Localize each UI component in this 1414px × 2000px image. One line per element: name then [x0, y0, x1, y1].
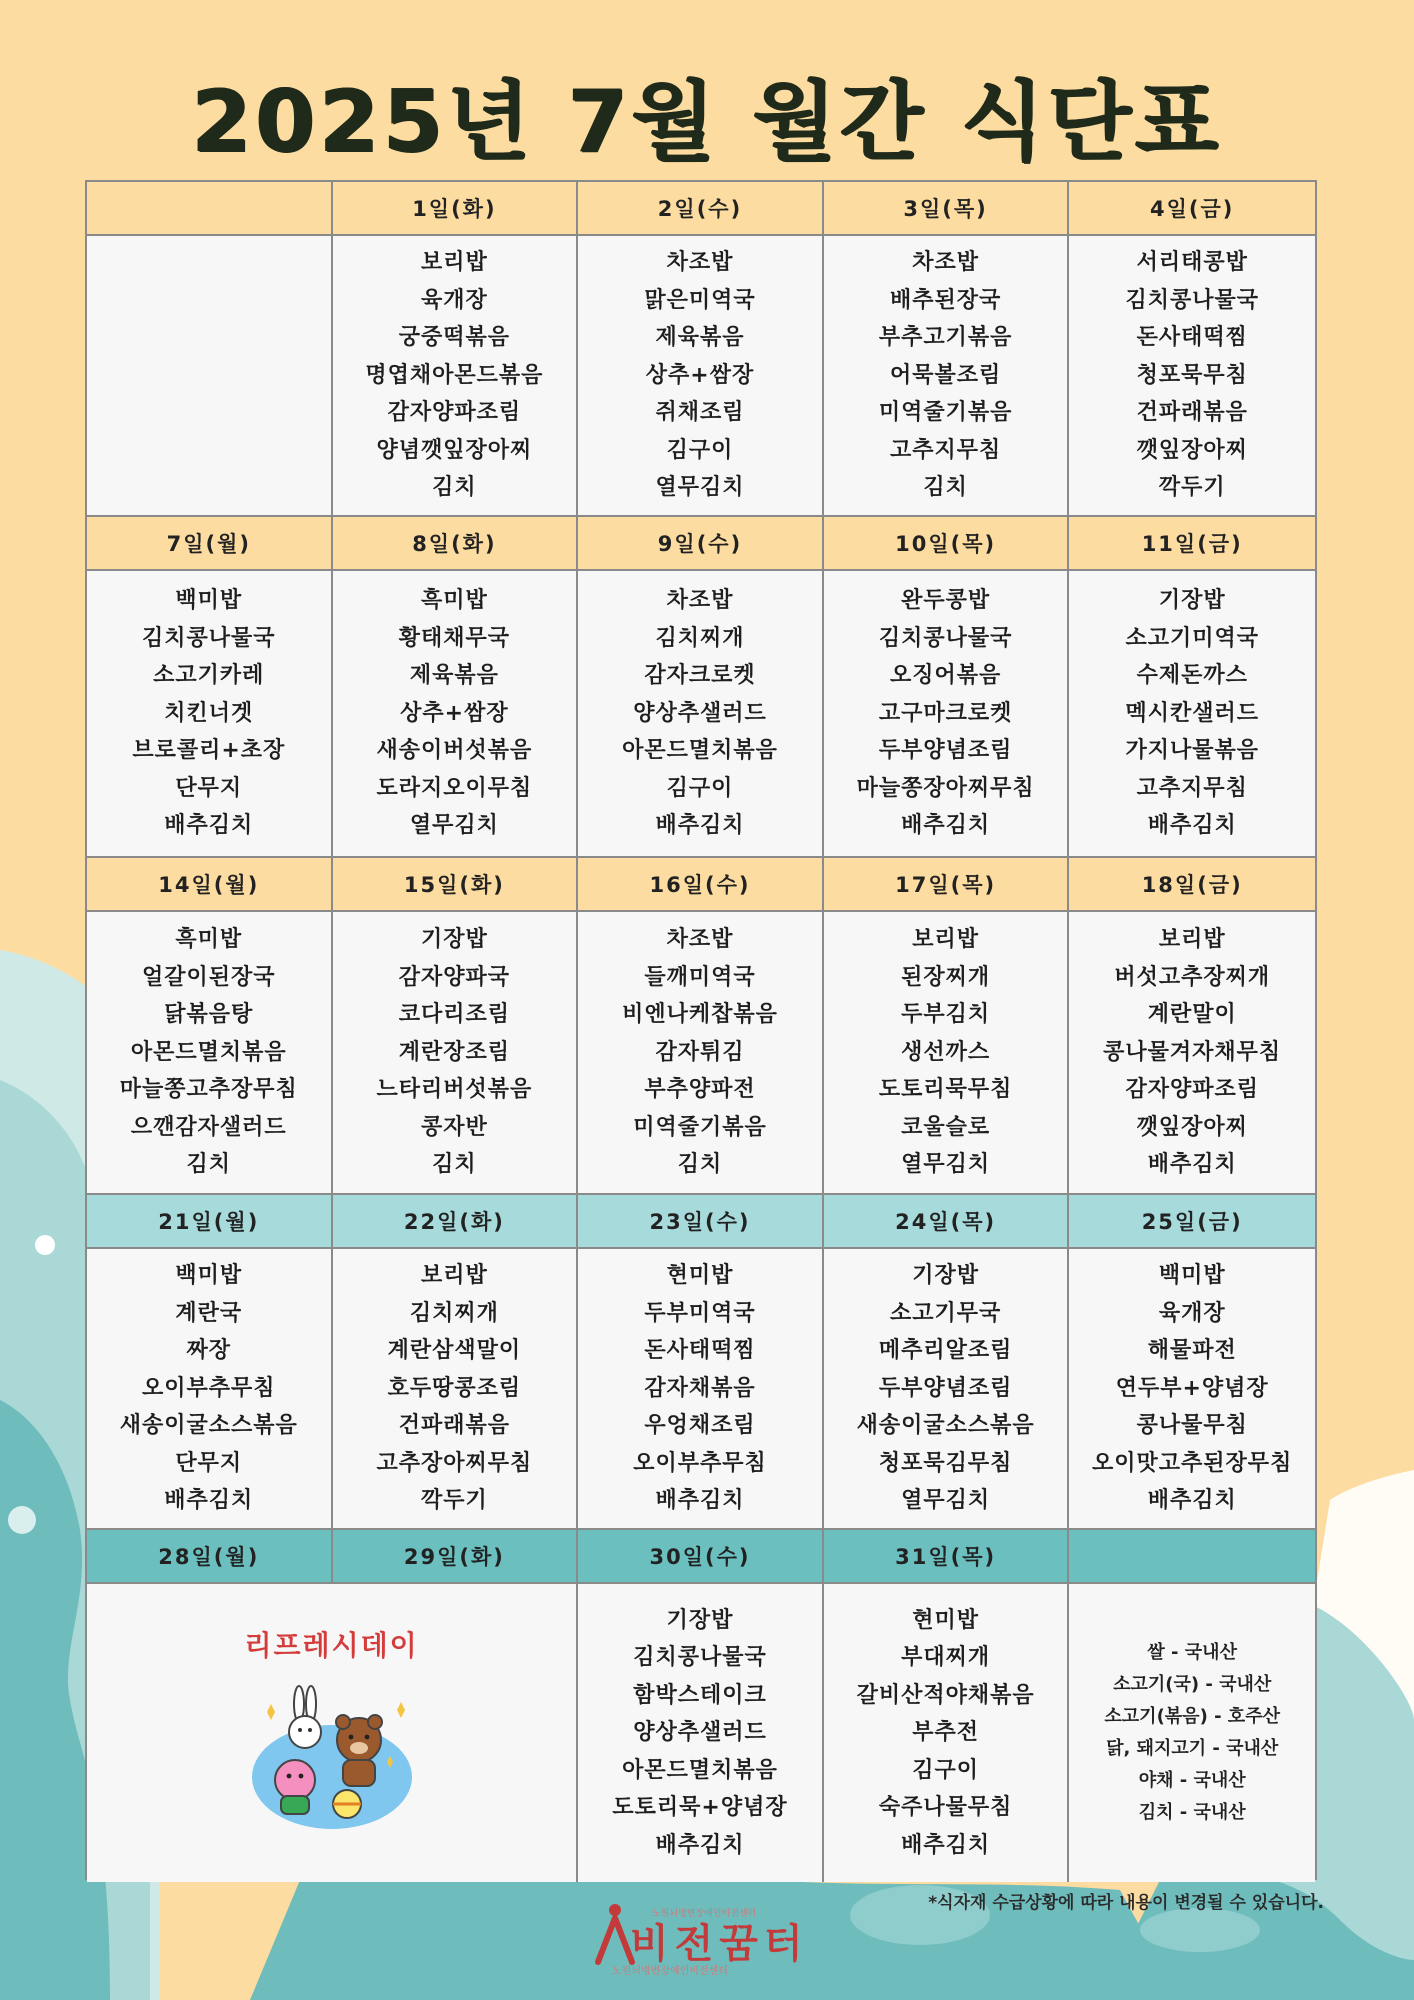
menu-item: 계란장조림 — [398, 1039, 511, 1065]
menu-cell — [333, 571, 579, 858]
day-header: 25일(금) — [1069, 1195, 1315, 1249]
refresh-day-cell — [87, 1584, 578, 1882]
menu-item: 배추김치 — [1147, 813, 1237, 839]
menu-item: 코다리조림 — [398, 1002, 511, 1028]
menu-item: 함박스테이크 — [633, 1682, 767, 1708]
menu-cell — [578, 571, 824, 858]
menu-cell — [824, 912, 1070, 1195]
menu-item: 명엽채아몬드볶음 — [365, 362, 544, 388]
menu-item: 김치찌개 — [409, 1300, 499, 1326]
menu-item: 백미밥 — [1158, 1263, 1226, 1289]
menu-cell — [824, 236, 1070, 517]
menu-item: 부대찌개 — [901, 1645, 991, 1671]
menu-item: 짜장 — [186, 1338, 232, 1364]
menu-cell — [1069, 236, 1315, 517]
menu-item: 완두콩밥 — [901, 588, 991, 614]
menu-item: 김치콩나물국 — [878, 625, 1013, 651]
menu-item: 깻잎장아찌 — [1136, 437, 1248, 463]
menu-item: 건파래볶음 — [1136, 400, 1248, 426]
menu-item: 김구이 — [666, 437, 734, 463]
menu-item: 치킨너겟 — [164, 700, 254, 726]
menu-item: 들깨미역국 — [644, 964, 756, 990]
menu-item: 콩나물겨자채무침 — [1103, 1039, 1282, 1065]
menu-item: 깍두기 — [1158, 475, 1226, 501]
menu-item: 배추김치 — [655, 1832, 745, 1858]
menu-item: 고추지무침 — [889, 437, 1002, 463]
menu-item: 기장밥 — [421, 927, 488, 953]
day-header: 18일(금) — [1069, 858, 1315, 912]
menu-item: 두부김치 — [901, 1002, 991, 1028]
menu-cell — [87, 571, 333, 858]
menu-cell — [1069, 571, 1315, 858]
menu-item: 두부양념조림 — [878, 738, 1013, 764]
menu-item: 배추김치 — [164, 1488, 254, 1514]
origin-item: 소고기(국) - 국내산 — [1113, 1674, 1272, 1695]
menu-item: 소고기미역국 — [1125, 625, 1259, 651]
menu-item: 백미밥 — [175, 1263, 243, 1289]
menu-item: 쥐채조림 — [655, 400, 745, 426]
menu-item: 열무김치 — [901, 1152, 991, 1178]
menu-item: 배추김치 — [164, 813, 254, 839]
menu-item: 숙주나물무침 — [878, 1795, 1013, 1821]
menu-item: 고추장아찌무침 — [376, 1450, 533, 1476]
menu-item: 고추지무침 — [1136, 775, 1248, 801]
menu-item: 김치 — [923, 475, 968, 501]
menu-item: 보리밥 — [1158, 927, 1226, 953]
menu-item: 느타리버섯볶음 — [376, 1077, 533, 1103]
refresh-day-label: 리프레시데이 — [244, 1629, 419, 1662]
menu-item: 흑미밥 — [175, 927, 243, 953]
menu-cell — [578, 912, 824, 1195]
menu-item: 두부미역국 — [644, 1300, 756, 1326]
menu-item: 양상추샐러드 — [633, 1720, 767, 1746]
menu-item: 해물파전 — [1147, 1338, 1237, 1364]
menu-item: 열무김치 — [655, 475, 745, 501]
menu-item: 현미밥 — [912, 1607, 979, 1633]
menu-item: 김치 — [432, 1152, 477, 1178]
menu-item: 양념깻잎장아찌 — [376, 437, 533, 463]
menu-item: 고구마크로켓 — [878, 700, 1013, 726]
origin-item: 야채 - 국내산 — [1138, 1770, 1246, 1791]
menu-item: 황태채무국 — [398, 625, 511, 651]
day-header: 17일(목) — [824, 858, 1070, 912]
menu-item: 배추김치 — [1147, 1152, 1237, 1178]
menu-item: 계란삼색말이 — [387, 1338, 522, 1364]
menu-item: 도토리묵+양념장 — [612, 1795, 788, 1821]
menu-item: 부추전 — [912, 1720, 979, 1746]
menu-item: 차조밥 — [912, 250, 979, 276]
menu-item: 계란국 — [175, 1300, 243, 1326]
menu-item: 보리밥 — [912, 927, 979, 953]
menu-item: 맑은미역국 — [644, 287, 756, 313]
menu-item: 열무김치 — [409, 813, 499, 839]
menu-item: 새송이굴소스볶음 — [119, 1413, 298, 1439]
menu-item: 깍두기 — [421, 1488, 488, 1514]
menu-item: 양상추샐러드 — [633, 700, 767, 726]
menu-item: 콩나물무침 — [1136, 1413, 1248, 1439]
origin-item: 닭, 돼지고기 - 국내산 — [1106, 1738, 1279, 1759]
menu-item: 김구이 — [912, 1757, 979, 1783]
menu-item: 육개장 — [1158, 1300, 1226, 1326]
menu-item: 김치찌개 — [655, 625, 745, 651]
menu-item: 오이맛고추된장무침 — [1092, 1450, 1293, 1476]
day-header: 21일(월) — [87, 1195, 333, 1249]
logo-subtitle-bottom: 노원뇌병변장애인비전센터 — [612, 1966, 728, 1977]
menu-item: 감자양파조림 — [387, 400, 522, 426]
day-header: 14일(월) — [87, 858, 333, 912]
day-header: 31일(목) — [824, 1530, 1070, 1584]
menu-item: 아몬드멸치볶음 — [622, 738, 778, 764]
menu-item: 김치 — [677, 1152, 723, 1178]
menu-item: 부추고기볶음 — [878, 325, 1013, 351]
menu-item: 김치 — [432, 475, 477, 501]
menu-item: 보리밥 — [421, 1263, 488, 1289]
logo-name: 비전꿈터 — [630, 1921, 809, 1967]
menu-item: 버섯고추장찌개 — [1114, 964, 1271, 990]
day-header: 11일(금) — [1069, 517, 1315, 571]
day-header — [87, 182, 333, 236]
day-header: 15일(화) — [333, 858, 579, 912]
menu-cell — [333, 1249, 579, 1530]
menu-cell — [333, 236, 579, 517]
menu-item: 으깬감자샐러드 — [130, 1114, 287, 1140]
menu-item: 소고기카레 — [153, 663, 265, 689]
menu-item: 청포묵무침 — [1136, 362, 1248, 388]
menu-item: 김치 — [186, 1152, 232, 1178]
refresh-day-characters-illustration — [247, 1682, 417, 1832]
menu-item: 새송이버섯볶음 — [376, 738, 533, 764]
menu-item: 김구이 — [666, 775, 734, 801]
menu-cell — [87, 1249, 333, 1530]
menu-cell — [1069, 912, 1315, 1195]
menu-item: 청포묵김무침 — [878, 1450, 1013, 1476]
page-title: 2025년 7월 월간 식단표 — [191, 72, 1223, 172]
organization-logo — [590, 1898, 830, 1978]
menu-item: 비엔나케찹볶음 — [622, 1002, 778, 1028]
menu-item: 감자튀김 — [655, 1039, 745, 1065]
day-header — [1069, 1530, 1315, 1584]
menu-item: 백미밥 — [175, 588, 243, 614]
logo-subtitle-top: 노원뇌병변장애인비전센터 — [652, 1909, 757, 1919]
menu-cell — [824, 1584, 1070, 1882]
menu-item: 코울슬로 — [901, 1114, 991, 1140]
day-header: 22일(화) — [333, 1195, 579, 1249]
menu-cell — [1069, 1249, 1315, 1530]
menu-cell — [333, 912, 579, 1195]
menu-item: 감자크로켓 — [644, 663, 756, 689]
menu-item: 얼갈이된장국 — [142, 964, 276, 990]
meal-calendar — [85, 180, 1317, 1880]
day-header: 9일(수) — [578, 517, 824, 571]
menu-item: 김치콩나물국 — [1125, 287, 1259, 313]
menu-cell — [824, 571, 1070, 858]
menu-item: 오이부추무침 — [142, 1375, 276, 1401]
menu-item: 감자양파조림 — [1125, 1077, 1259, 1103]
menu-item: 배추김치 — [655, 813, 745, 839]
menu-item: 차조밥 — [666, 927, 734, 953]
day-header: 8일(화) — [333, 517, 579, 571]
menu-item: 마늘쫑고추장무침 — [119, 1077, 298, 1103]
menu-item: 건파래볶음 — [398, 1413, 511, 1439]
origin-info-cell — [1069, 1584, 1315, 1882]
menu-item: 배추된장국 — [889, 287, 1002, 313]
day-header: 7일(월) — [87, 517, 333, 571]
menu-item: 브로콜리+초장 — [132, 738, 286, 764]
menu-item: 단무지 — [175, 1450, 243, 1476]
origin-item: 소고기(볶음) - 호주산 — [1104, 1706, 1280, 1727]
menu-item: 상추+쌈장 — [400, 700, 509, 726]
menu-item: 두부양념조림 — [878, 1375, 1013, 1401]
menu-item: 배추김치 — [655, 1488, 745, 1514]
menu-item: 육개장 — [421, 287, 488, 313]
menu-item: 미역줄기볶음 — [878, 400, 1013, 426]
menu-item: 도토리묵무침 — [878, 1077, 1013, 1103]
menu-item: 열무김치 — [901, 1488, 991, 1514]
menu-item: 콩자반 — [421, 1114, 488, 1140]
day-header: 30일(수) — [578, 1530, 824, 1584]
menu-item: 우엉채조림 — [644, 1413, 756, 1439]
menu-item: 배추김치 — [901, 813, 991, 839]
day-header: 16일(수) — [578, 858, 824, 912]
menu-cell — [578, 1249, 824, 1530]
menu-item: 미역줄기볶음 — [633, 1114, 767, 1140]
menu-item: 돈사태떡찜 — [1136, 325, 1248, 351]
menu-item: 돈사태떡찜 — [644, 1338, 756, 1364]
day-header: 1일(화) — [333, 182, 579, 236]
menu-item: 연두부+양념장 — [1115, 1375, 1269, 1401]
day-header: 3일(목) — [824, 182, 1070, 236]
menu-item: 마늘쫑장아찌무침 — [856, 775, 1035, 801]
menu-item: 어묵볼조림 — [889, 362, 1002, 388]
menu-item: 부추양파전 — [644, 1077, 756, 1103]
menu-item: 멕시칸샐러드 — [1125, 700, 1259, 726]
menu-cell — [578, 236, 824, 517]
day-header: 4일(금) — [1069, 182, 1315, 236]
menu-item: 갈비산적야채볶음 — [856, 1682, 1035, 1708]
menu-item: 김치콩나물국 — [142, 625, 276, 651]
menu-item: 계란말이 — [1147, 1002, 1237, 1028]
menu-cell — [824, 1249, 1070, 1530]
menu-cell-empty — [87, 236, 333, 517]
menu-item: 오이부추무침 — [633, 1450, 767, 1476]
menu-item: 감자채볶음 — [644, 1375, 756, 1401]
menu-item: 기장밥 — [666, 1607, 734, 1633]
menu-item: 메추리알조림 — [878, 1338, 1013, 1364]
origin-item: 쌀 - 국내산 — [1147, 1642, 1237, 1663]
menu-item: 배추김치 — [901, 1832, 991, 1858]
menu-item: 배추김치 — [1147, 1488, 1237, 1514]
menu-item: 궁중떡볶음 — [398, 325, 511, 351]
origin-item: 김치 - 국내산 — [1138, 1802, 1246, 1823]
menu-item: 기장밥 — [912, 1263, 979, 1289]
menu-item: 가지나물볶음 — [1125, 738, 1259, 764]
day-header: 10일(목) — [824, 517, 1070, 571]
menu-item: 수제돈까스 — [1136, 663, 1248, 689]
menu-item: 오징어볶음 — [889, 663, 1002, 689]
menu-item: 흑미밥 — [421, 588, 488, 614]
menu-item: 아몬드멸치볶음 — [130, 1039, 287, 1065]
menu-item: 제육볶음 — [655, 325, 745, 351]
menu-item: 서리태콩밥 — [1136, 250, 1248, 276]
menu-cell — [87, 912, 333, 1195]
menu-item: 차조밥 — [666, 588, 734, 614]
menu-cell — [578, 1584, 824, 1882]
menu-item: 차조밥 — [666, 250, 734, 276]
menu-item: 보리밥 — [421, 250, 488, 276]
menu-item: 호두땅콩조림 — [387, 1375, 522, 1401]
menu-item: 감자양파국 — [398, 964, 511, 990]
day-header: 29일(화) — [333, 1530, 579, 1584]
menu-item: 김치콩나물국 — [633, 1645, 767, 1671]
notice-text: *식자재 수급상황에 따라 내용이 변경될 수 있습니다. — [928, 1893, 1324, 1913]
day-header: 23일(수) — [578, 1195, 824, 1249]
day-header: 2일(수) — [578, 182, 824, 236]
menu-item: 된장찌개 — [901, 964, 991, 990]
menu-item: 도라지오이무침 — [376, 775, 533, 801]
menu-item: 아몬드멸치볶음 — [622, 1757, 778, 1783]
menu-item: 새송이굴소스볶음 — [856, 1413, 1035, 1439]
menu-item: 닭볶음탕 — [164, 1002, 254, 1028]
day-header: 24일(목) — [824, 1195, 1070, 1249]
menu-item: 단무지 — [175, 775, 243, 801]
menu-item: 기장밥 — [1158, 588, 1226, 614]
menu-item: 제육볶음 — [409, 663, 499, 689]
menu-item: 현미밥 — [666, 1263, 734, 1289]
menu-item: 소고기무국 — [889, 1300, 1002, 1326]
menu-item: 상추+쌈장 — [645, 362, 755, 388]
menu-item: 깻잎장아찌 — [1136, 1114, 1248, 1140]
menu-item: 생선까스 — [901, 1039, 991, 1065]
day-header: 28일(월) — [87, 1530, 333, 1584]
